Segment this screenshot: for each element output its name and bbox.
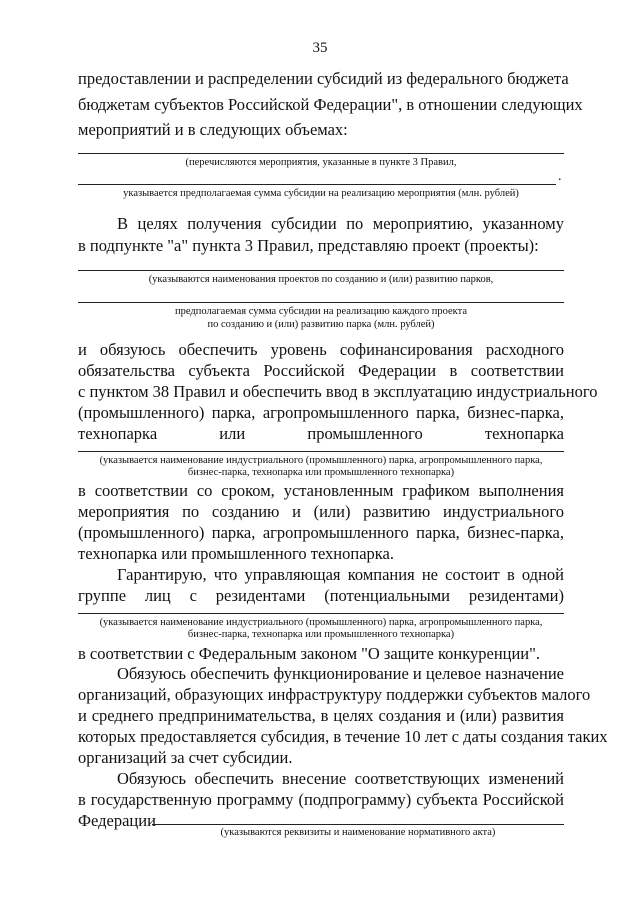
text-line: в соответствии со сроком, установленным графиком выполнения xyxy=(78,481,564,500)
text-line: организаций за счет субсидии. xyxy=(78,748,293,767)
text-line: Обязуюсь обеспечить функционирование и целевое назначение xyxy=(117,664,564,683)
fill-in-line xyxy=(78,270,564,271)
text-line: Обязуюсь обеспечить внесение соответствующих изменений xyxy=(117,769,564,788)
text-line: предоставлении и распределении субсидий из федерального бюджета xyxy=(78,69,569,88)
text-line: в подпункте "а" пункта 3 Правил, представляю проект (проекты): xyxy=(78,236,539,255)
text-line: организаций, образующих инфраструктуру поддержки субъектов малого xyxy=(78,685,591,704)
text-line: в соответствии с Федеральным законом "О защите конкуренции". xyxy=(78,644,540,663)
fill-in-line xyxy=(78,184,556,185)
caption: по созданию и (или) развитию парка (млн. рублей) xyxy=(207,319,435,330)
fill-in-line xyxy=(78,613,564,614)
caption: указывается предполагаемая сумма субсидии на реализацию мероприятия (млн. рублей) xyxy=(123,188,519,199)
page-number: 35 xyxy=(312,40,328,56)
caption: предполагаемая сумма субсидии на реализацию каждого проекта xyxy=(175,306,467,317)
text-line: Федерации xyxy=(78,811,156,830)
fill-in-line xyxy=(78,153,564,154)
text-line: и обязуюсь обеспечить уровень софинансирования расходного xyxy=(78,340,564,359)
text-line: Гарантирую, что управляющая компания не состоит в одной xyxy=(117,565,564,584)
text-line: (промышленного) парка, агропромышленного парка, бизнес-парка, xyxy=(78,403,564,422)
fill-in-line xyxy=(152,824,564,825)
caption: (указывается наименование индустриального (промышленного) парка, агропромышленного парка, xyxy=(99,617,543,628)
caption: (указываются реквизиты и наименование нормативного акта) xyxy=(220,827,496,838)
caption: (перечисляются мероприятия, указанные в пункте 3 Правил, xyxy=(185,157,457,168)
text-line: технопарка или промышленного технопарка xyxy=(78,424,564,443)
text-line: В целях получения субсидии по мероприятию, указанному xyxy=(117,214,564,233)
text-line: обязательства субъекта Российской Федерации в соответствии xyxy=(78,361,564,380)
caption: (указываются наименования проектов по созданию и (или) развитию парков, xyxy=(148,274,494,285)
fill-in-line xyxy=(78,302,564,303)
text-line: мероприятий и в следующих объемах: xyxy=(78,120,348,139)
caption: бизнес-парка, технопарка или промышленного технопарка) xyxy=(187,467,455,478)
text-line: с пунктом 38 Правил и обеспечить ввод в эксплуатацию индустриального xyxy=(78,382,598,401)
fill-in-line xyxy=(78,451,564,452)
caption: бизнес-парка, технопарка или промышленного технопарка) xyxy=(187,629,455,640)
line-end-dot: . xyxy=(558,169,562,184)
caption: (указывается наименование индустриального (промышленного) парка, агропромышленного парка, xyxy=(99,455,543,466)
text-line: мероприятия по созданию и (или) развитию индустриального xyxy=(78,502,564,521)
text-line: которых предоставляется субсидия, в течение 10 лет с даты создания таких xyxy=(78,727,608,746)
text-line: технопарка или промышленного технопарка. xyxy=(78,544,394,563)
text-line: бюджетам субъектов Российской Федерации", в отношении следующих xyxy=(78,95,583,114)
text-line: (промышленного) парка, агропромышленного парка, бизнес-парка, xyxy=(78,523,564,542)
text-line: и среднего предпринимательства, в целях создания и (или) развития xyxy=(78,706,564,725)
text-line: группе лиц с резидентами (потенциальными резидентами) xyxy=(78,586,564,605)
text-line: в государственную программу (подпрограмму) субъекта Российской xyxy=(78,790,564,809)
